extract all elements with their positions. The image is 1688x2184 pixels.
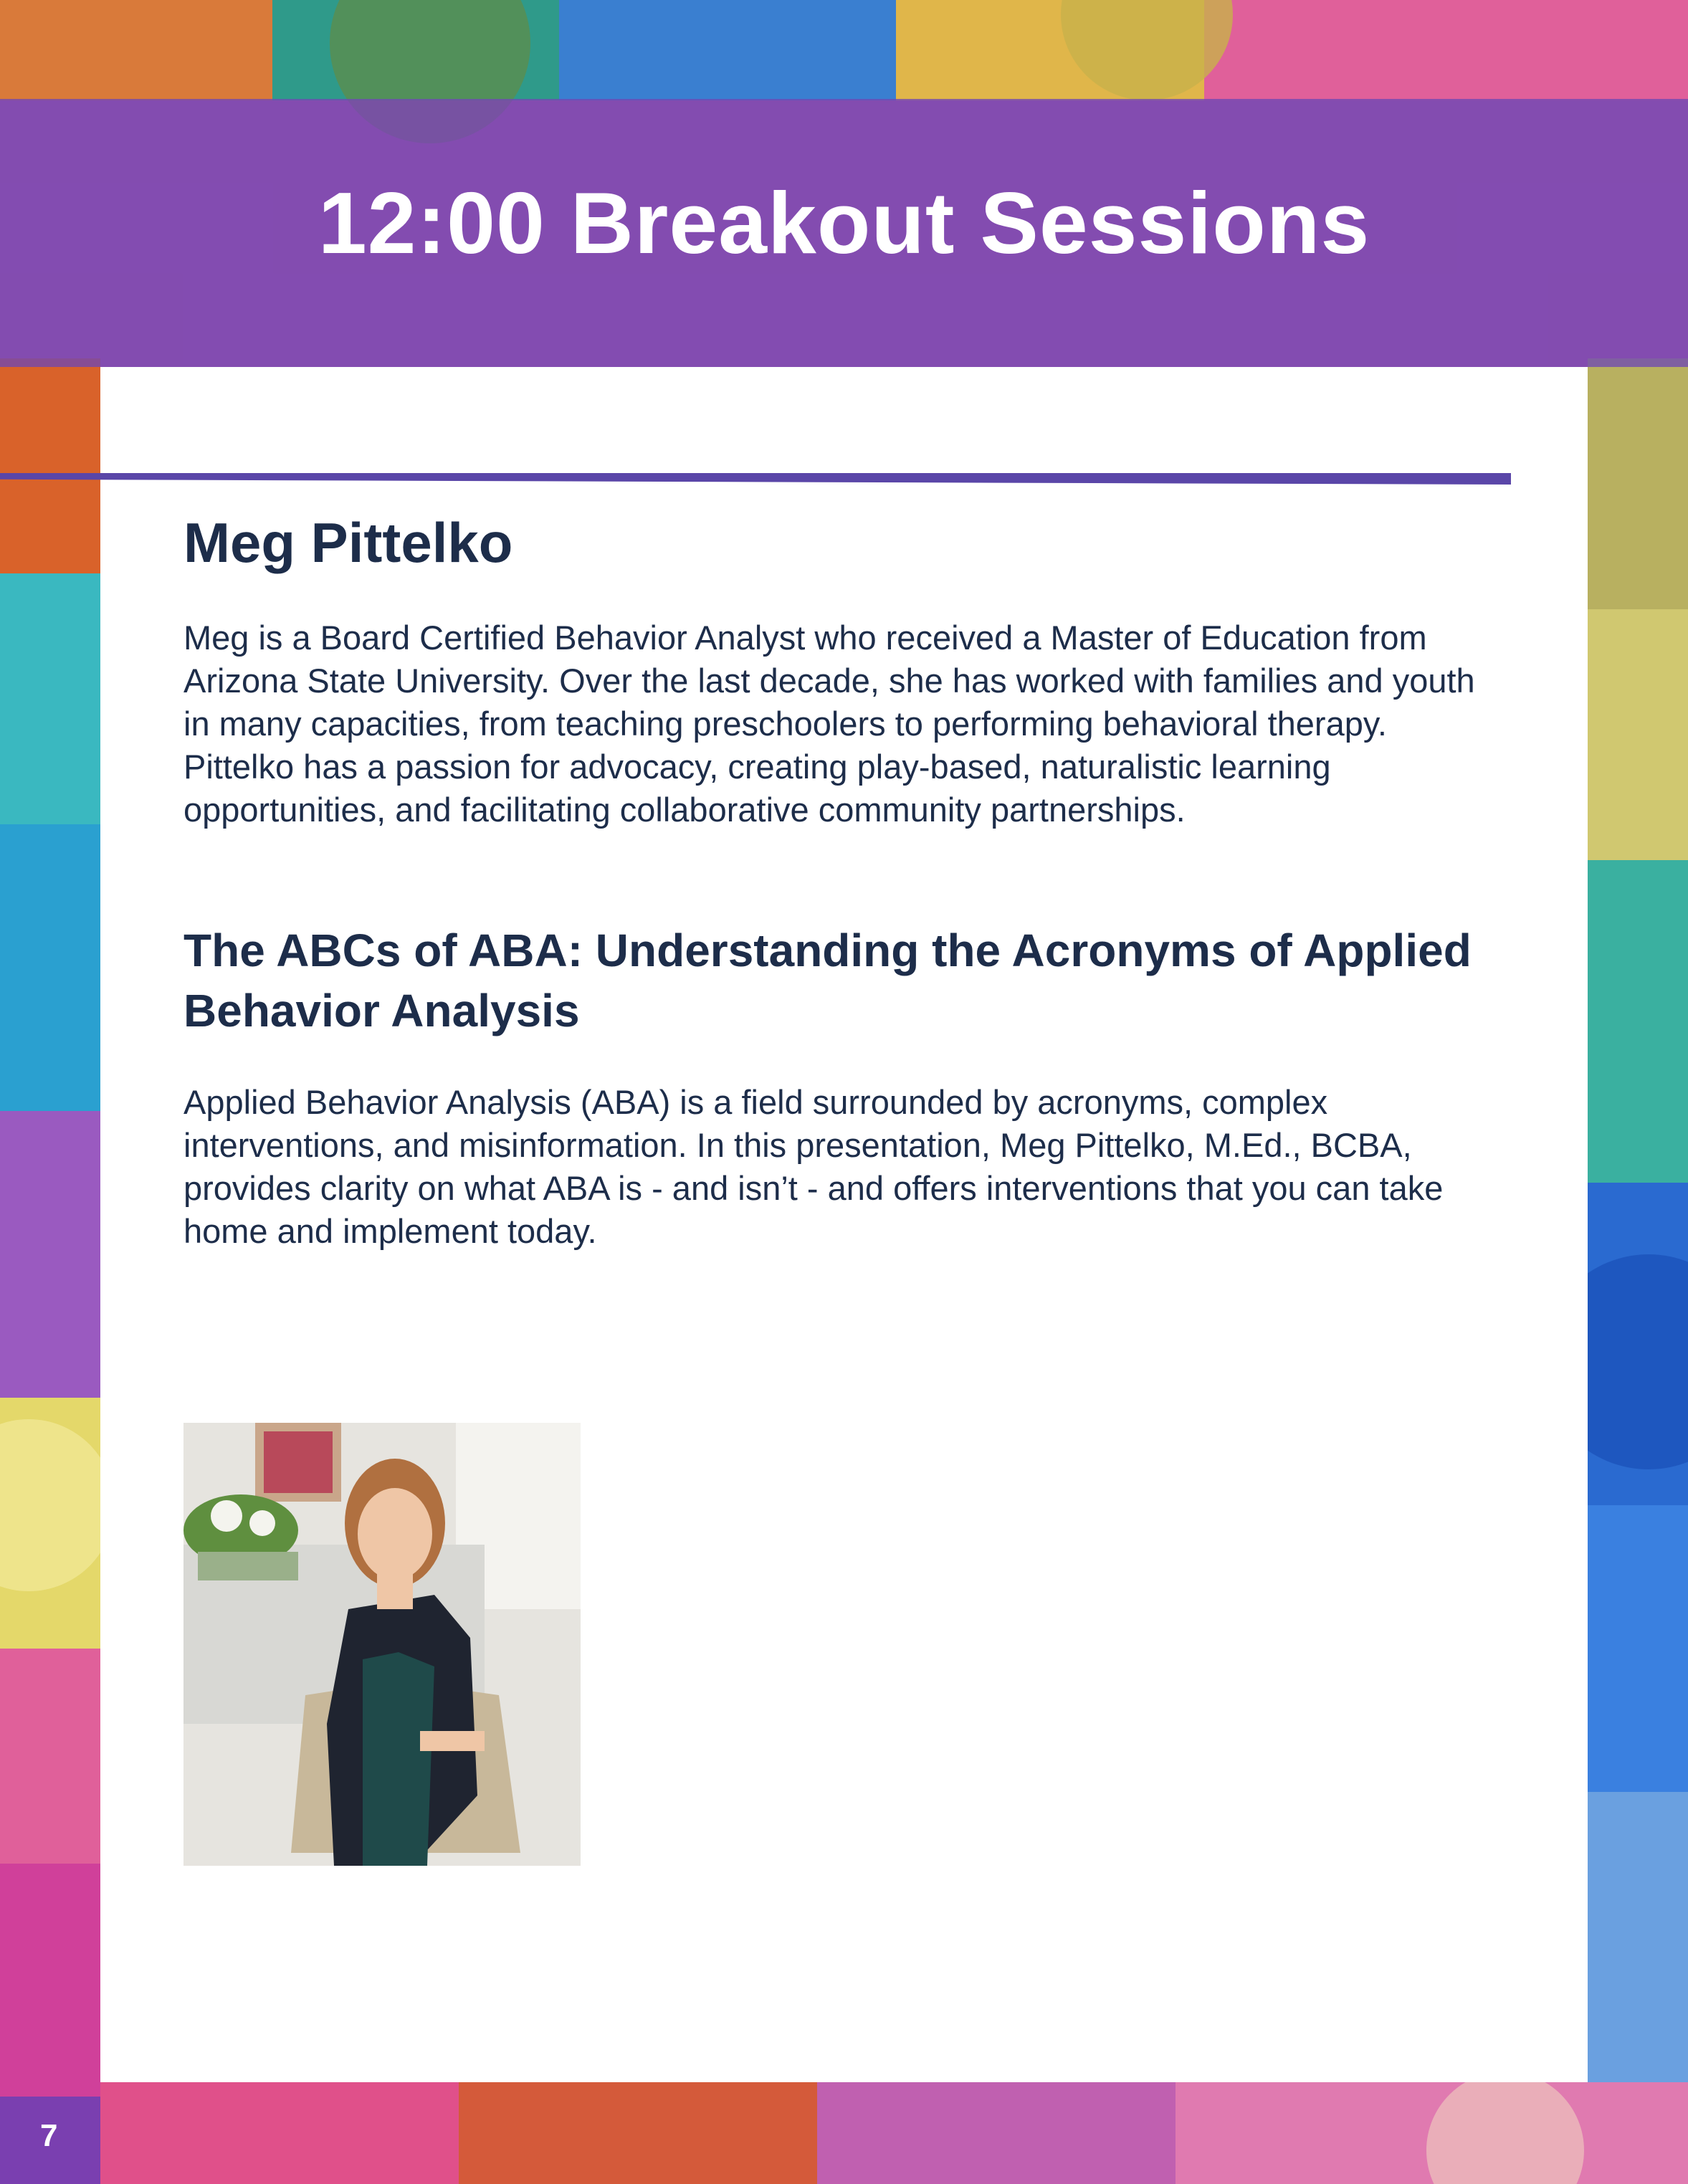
speaker-photo [183,1423,581,1866]
page-title: 12:00 Breakout Sessions [318,174,1370,272]
session-description: Applied Behavior Analysis (ABA) is a field surrounded by acronyms, complex interventions, and misinformation. In this presentation, Meg Pittelko, M.Ed., BCBA, provides clarity on what ABA is - and isn’t - and offers interventions that you can take home and implement today. [183,1083,1444,1250]
page-number-badge [0,2097,100,2184]
speaker-name: Meg Pittelko [183,511,513,574]
session-title: The ABCs of ABA: Understanding the Acronyms of Applied Behavior Analysis [183,925,1472,1036]
page-number: 7 [40,2118,58,2153]
speaker-bio: Meg is a Board Certified Behavior Analyst who received a Master of Education from Arizona State University. Over the last decade, she has worked with families and youth in many capacities, from teaching preschoolers to performing behavioral therapy. Pittelko has a passion for advocacy, creating play-based, naturalistic learning opportunities, and facilitating collaborative community partnerships. [183,619,1475,829]
